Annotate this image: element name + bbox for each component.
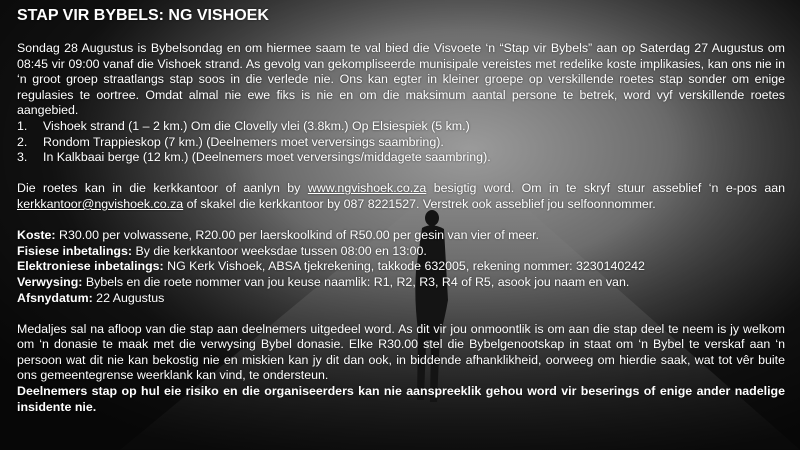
list-item	[17, 119, 785, 135]
detail-label: Verwysing:	[17, 274, 83, 289]
email-link[interactable]: kerkkantoor@ngvishoek.co.za	[17, 196, 184, 211]
spacer	[17, 213, 785, 229]
detail-row	[17, 244, 785, 260]
booking-text: Die roetes kan in die kerkkantoor of aanlyn by	[17, 181, 308, 196]
detail-label: Koste:	[17, 228, 56, 243]
route-list	[17, 119, 785, 166]
detail-value: Bybels en die roete nommer van jou keuse naamlik: R1, R2, R3, R4 of R5, asook jou naam en van.	[82, 274, 630, 289]
payment-details	[17, 228, 785, 306]
detail-label: Fisiese inbetalings:	[17, 243, 132, 258]
website-link[interactable]: www.ngvishoek.co.za	[307, 181, 427, 196]
list-text: In Kalkbaai berge (12 km.) (Deelnemers moet verversings/middagete saambring).	[43, 150, 491, 165]
spacer	[17, 306, 785, 322]
detail-value: NG Kerk Vishoek, ABSA tjekrekening, takkode 632005, rekening nommer: 3230140242	[163, 259, 645, 274]
detail-value: R30.00 per volwassene, R20.00 per laerskoolkind of R50.00 per gesin van vier of meer.	[55, 228, 540, 243]
detail-row	[17, 259, 785, 275]
intro-paragraph: Sondag 28 Augustus is Bybelsondag en om hiermee saam te val bied die Visvoete ‘n “Stap vir Bybels” aan op Saterdag 27 Augustus om 08:45 vir 09:00 vanaf die Vishoek strand. As gevolg van gekompliseerde munisipale vereistes met redelike koste implikasies, kan ons nie in ‘n groot groep straatlangs stap soos in die verlede nie. Ons kan egter in kleiner groepe op verskillende roetes stap sonder om enige regulasies te oortree. Omdat almal nie ewe fiks is nie en om die maksimum aantal persone te betrek, word vyf verskillende roetes aangebied.	[17, 41, 785, 118]
spacer	[17, 166, 785, 182]
detail-label: Afsnydatum:	[17, 290, 93, 305]
closing-paragraph: Medaljes sal na afloop van die stap aan deelnemers uitgedeel word. As dit vir jou onmoontlik is om aan die stap deel te neem is jy welkom om ‘n donasie te maak met die verwysing Bybel donasie. Elke R30.00 stel die Bybelgenootskap in staat om ‘n Bybel te verskaf aan ‘n persoon wat dit nie kan bekostig nie en miskien kan jy dit dan ook, in biddende afhanklikheid, oorweeg om hierdie saak, wat tot vêr buite ons gemeentegrense weerklank kan vind, te ondersteun.	[17, 321, 785, 383]
detail-value: By die kerkkantoor weeksdae tussen 08:00 en 13:00.	[132, 243, 427, 258]
booking-text: of skakel die kerkkantoor by 087 8221527. Verstrek ook asseblief jou selfoonnommer.	[183, 196, 656, 211]
list-text: Vishoek strand (1 – 2 km.) Om die Clovelly vlei (3.8km.) Op Elsiespiek (5 km.)	[43, 118, 470, 133]
detail-row	[17, 291, 785, 307]
booking-text: besigtig word. Om in te skryf stuur asseblief ‘n e-pos aan	[426, 181, 785, 196]
list-text: Rondom Trappieskop (7 km.) (Deelnemers moet verversings saambring).	[43, 134, 444, 149]
detail-label: Elektroniese inbetalings:	[17, 259, 164, 274]
list-item	[17, 150, 785, 166]
page-title: STAP VIR BYBELS: NG VISHOEK	[17, 7, 269, 24]
slide-content	[17, 6, 785, 415]
list-number: 1.	[17, 118, 28, 133]
list-number: 3.	[17, 150, 28, 165]
detail-value: 22 Augustus	[92, 290, 165, 305]
detail-row	[17, 275, 785, 291]
list-number: 2.	[17, 134, 28, 149]
list-item	[17, 135, 785, 151]
disclaimer	[17, 384, 785, 415]
disclaimer-text: Deelnemers stap op hul eie risiko en die organiseerders kan nie aanspreeklik gehou word vir beserings of enige ander nadelige insidente nie.	[17, 384, 785, 414]
detail-row	[17, 228, 785, 244]
booking-paragraph	[17, 181, 785, 212]
